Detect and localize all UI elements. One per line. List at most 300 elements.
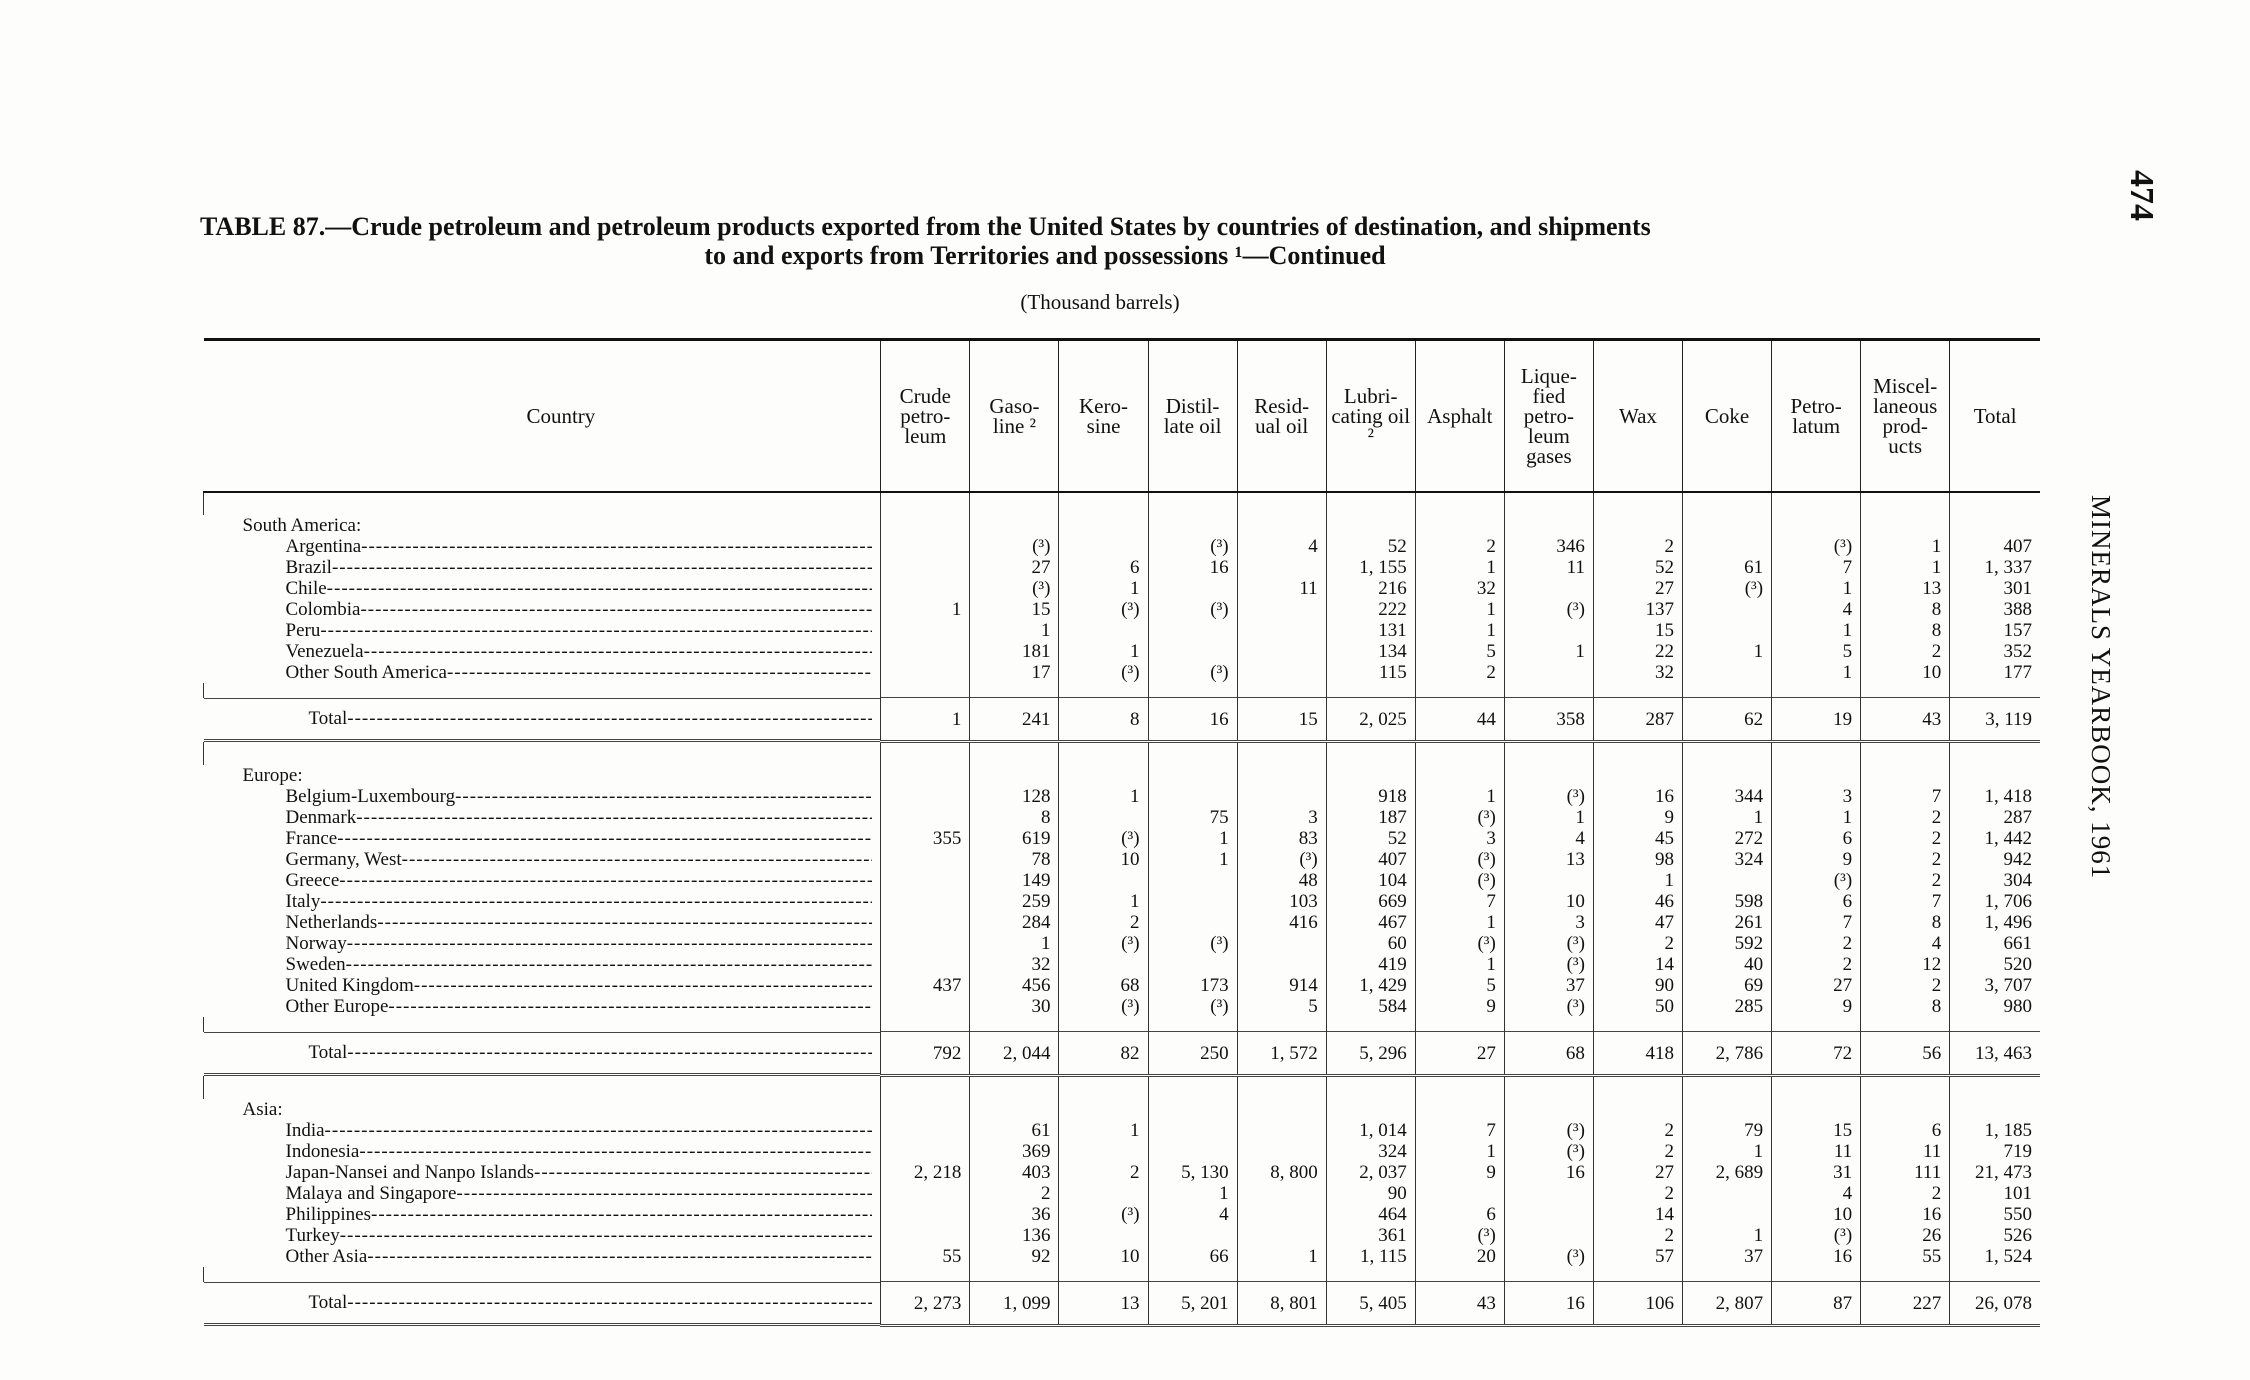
value-cell: 8 bbox=[1861, 912, 1950, 933]
total-value-cell: 250 bbox=[1148, 1032, 1237, 1076]
value-cell: 598 bbox=[1683, 891, 1772, 912]
value-cell: 46 bbox=[1593, 891, 1682, 912]
value-cell bbox=[881, 1225, 970, 1246]
value-cell: 3, 707 bbox=[1950, 975, 2040, 996]
country-label bbox=[204, 1246, 881, 1267]
value-cell: 1, 496 bbox=[1950, 912, 2040, 933]
value-cell: 6 bbox=[1861, 1120, 1950, 1141]
spacer-cell bbox=[1861, 1017, 1950, 1032]
value-cell bbox=[1148, 1120, 1237, 1141]
value-cell: 8 bbox=[1861, 620, 1950, 641]
value-cell: 8 bbox=[970, 807, 1059, 828]
value-cell: 1 bbox=[1504, 807, 1593, 828]
value-cell: 3 bbox=[1415, 828, 1504, 849]
country-label bbox=[204, 599, 881, 620]
spacer-cell bbox=[1237, 683, 1326, 698]
spacer-cell bbox=[1237, 492, 1326, 515]
value-cell bbox=[1504, 620, 1593, 641]
value-cell bbox=[1148, 1225, 1237, 1246]
value-cell: 1 bbox=[970, 933, 1059, 954]
spacer-cell bbox=[1148, 492, 1237, 515]
country-name: India bbox=[285, 1120, 325, 1141]
table-row bbox=[204, 1204, 2041, 1225]
value-cell: (³) bbox=[1504, 1120, 1593, 1141]
value-cell: (³) bbox=[1504, 1141, 1593, 1162]
value-cell: 1, 014 bbox=[1326, 1120, 1415, 1141]
exports-table bbox=[203, 338, 2040, 1327]
table-row bbox=[204, 786, 2041, 807]
empty-cell bbox=[1148, 765, 1237, 786]
value-cell: 8 bbox=[1861, 996, 1950, 1017]
spacer-cell bbox=[1237, 1017, 1326, 1032]
value-cell: 6 bbox=[1059, 557, 1148, 578]
column-header: Asphalt bbox=[1415, 340, 1504, 493]
value-cell: 1 bbox=[1683, 1225, 1772, 1246]
value-cell: 9 bbox=[1593, 807, 1682, 828]
spacer-cell bbox=[1683, 1017, 1772, 1032]
country-name: Indonesia bbox=[285, 1141, 360, 1162]
spacer-cell bbox=[970, 1076, 1059, 1100]
table-row bbox=[204, 954, 2041, 975]
value-cell: (³) bbox=[1772, 870, 1861, 891]
country-label bbox=[204, 933, 881, 954]
total-value-cell: 418 bbox=[1593, 1032, 1682, 1076]
value-cell bbox=[881, 933, 970, 954]
value-cell: 10 bbox=[1059, 849, 1148, 870]
total-value-cell: 43 bbox=[1415, 1282, 1504, 1326]
value-cell: 2 bbox=[1593, 1141, 1682, 1162]
value-cell: 1 bbox=[1059, 641, 1148, 662]
value-cell bbox=[881, 557, 970, 578]
value-cell: 1, 418 bbox=[1950, 786, 2040, 807]
value-cell: 15 bbox=[1772, 1120, 1861, 1141]
total-value-cell: 1, 099 bbox=[970, 1282, 1059, 1326]
country-name: Other South America bbox=[285, 662, 447, 683]
spacer-cell bbox=[1593, 683, 1682, 698]
value-cell: 407 bbox=[1950, 536, 2040, 557]
value-cell bbox=[1148, 954, 1237, 975]
table-row bbox=[204, 996, 2041, 1017]
value-cell: 187 bbox=[1326, 807, 1415, 828]
value-cell bbox=[1148, 870, 1237, 891]
leader-dots bbox=[402, 849, 873, 870]
empty-cell bbox=[1148, 515, 1237, 536]
value-cell: 52 bbox=[1593, 557, 1682, 578]
value-cell: 520 bbox=[1950, 954, 2040, 975]
value-cell bbox=[1148, 1141, 1237, 1162]
value-cell: 1, 115 bbox=[1326, 1246, 1415, 1267]
spacer-cell bbox=[1772, 1017, 1861, 1032]
value-cell bbox=[1237, 641, 1326, 662]
value-cell bbox=[1059, 1225, 1148, 1246]
value-cell: 7 bbox=[1772, 912, 1861, 933]
value-cell: 128 bbox=[970, 786, 1059, 807]
value-cell: 7 bbox=[1415, 1120, 1504, 1141]
empty-cell bbox=[881, 1099, 970, 1120]
total-value-cell: 44 bbox=[1415, 698, 1504, 742]
total-value-cell: 68 bbox=[1504, 1032, 1593, 1076]
country-name: Brazil bbox=[285, 557, 332, 578]
value-cell: 456 bbox=[970, 975, 1059, 996]
value-cell: (³) bbox=[1148, 996, 1237, 1017]
leader-dots bbox=[364, 641, 873, 662]
spacer-cell bbox=[1059, 1267, 1148, 1282]
value-cell bbox=[881, 870, 970, 891]
value-cell: 8, 800 bbox=[1237, 1162, 1326, 1183]
leader-dots bbox=[356, 807, 872, 828]
value-cell: 90 bbox=[1593, 975, 1682, 996]
empty-cell bbox=[1415, 1099, 1504, 1120]
value-cell: 15 bbox=[1593, 620, 1682, 641]
value-cell: 27 bbox=[1772, 975, 1861, 996]
value-cell: 111 bbox=[1861, 1162, 1950, 1183]
value-cell: 467 bbox=[1326, 912, 1415, 933]
value-cell: (³) bbox=[1148, 662, 1237, 683]
value-cell: 61 bbox=[970, 1120, 1059, 1141]
value-cell: 36 bbox=[970, 1204, 1059, 1225]
spacer-cell bbox=[1950, 492, 2040, 515]
value-cell: 136 bbox=[970, 1225, 1059, 1246]
value-cell: 272 bbox=[1683, 828, 1772, 849]
country-label bbox=[204, 536, 881, 557]
column-header: Distil- late oil bbox=[1148, 340, 1237, 493]
value-cell: 346 bbox=[1504, 536, 1593, 557]
value-cell: 32 bbox=[1593, 662, 1682, 683]
value-cell bbox=[881, 620, 970, 641]
value-cell: 1, 706 bbox=[1950, 891, 2040, 912]
group-heading: South America: bbox=[242, 515, 362, 536]
value-cell: (³) bbox=[1415, 870, 1504, 891]
value-cell: 14 bbox=[1593, 1204, 1682, 1225]
value-cell: (³) bbox=[1059, 996, 1148, 1017]
value-cell: 942 bbox=[1950, 849, 2040, 870]
value-cell bbox=[1504, 1183, 1593, 1204]
leader-dots bbox=[377, 912, 872, 933]
leader-dots bbox=[455, 786, 872, 807]
country-name: Turkey bbox=[285, 1225, 340, 1246]
country-label bbox=[204, 975, 881, 996]
total-value-cell: 792 bbox=[881, 1032, 970, 1076]
country-label bbox=[204, 578, 881, 599]
country-label bbox=[204, 1162, 881, 1183]
leader-dots bbox=[359, 1141, 872, 1162]
value-cell: 1 bbox=[1059, 891, 1148, 912]
table-row bbox=[204, 912, 2041, 933]
value-cell bbox=[1237, 599, 1326, 620]
empty-cell bbox=[1415, 515, 1504, 536]
value-cell: 369 bbox=[970, 1141, 1059, 1162]
country-name: Colombia bbox=[285, 599, 361, 620]
value-cell: 2 bbox=[1861, 1183, 1950, 1204]
leader-dots bbox=[347, 1042, 872, 1063]
spacer-cell bbox=[1415, 742, 1504, 766]
value-cell: 5 bbox=[1772, 641, 1861, 662]
value-cell: 1, 429 bbox=[1326, 975, 1415, 996]
value-cell: 3 bbox=[1237, 807, 1326, 828]
total-label bbox=[204, 1032, 881, 1076]
value-cell: 1, 442 bbox=[1950, 828, 2040, 849]
value-cell bbox=[1059, 870, 1148, 891]
empty-cell bbox=[1059, 765, 1148, 786]
value-cell: 388 bbox=[1950, 599, 2040, 620]
leader-dots bbox=[367, 1246, 872, 1267]
value-cell: 52 bbox=[1326, 536, 1415, 557]
country-name: Other Europe bbox=[285, 996, 389, 1017]
spacer-cell bbox=[1861, 1076, 1950, 1100]
value-cell bbox=[1504, 1204, 1593, 1225]
spacer-cell bbox=[1415, 1267, 1504, 1282]
leader-dots bbox=[337, 828, 872, 849]
value-cell: 3 bbox=[1504, 912, 1593, 933]
value-cell: 2 bbox=[1593, 1225, 1682, 1246]
value-cell: 11 bbox=[1237, 578, 1326, 599]
value-cell: 37 bbox=[1504, 975, 1593, 996]
table-body bbox=[204, 492, 2041, 1326]
value-cell: (³) bbox=[1504, 599, 1593, 620]
leader-dots bbox=[347, 708, 872, 729]
column-header: Lubri- cating oil ² bbox=[1326, 340, 1415, 493]
country-name: Peru bbox=[285, 620, 321, 641]
spacer-cell bbox=[1950, 683, 2040, 698]
value-cell: 918 bbox=[1326, 786, 1415, 807]
value-cell: 104 bbox=[1326, 870, 1415, 891]
value-cell: 2 bbox=[1861, 807, 1950, 828]
value-cell: 2 bbox=[970, 1183, 1059, 1204]
empty-cell bbox=[881, 765, 970, 786]
spacer-cell bbox=[204, 1267, 881, 1282]
value-cell bbox=[1237, 662, 1326, 683]
empty-cell bbox=[1059, 1099, 1148, 1120]
column-header: Wax bbox=[1593, 340, 1682, 493]
value-cell: (³) bbox=[1772, 536, 1861, 557]
country-label bbox=[204, 891, 881, 912]
empty-cell bbox=[1772, 515, 1861, 536]
spacer-cell bbox=[1415, 683, 1504, 698]
total-row bbox=[204, 1282, 2041, 1326]
total-value-cell: 2, 273 bbox=[881, 1282, 970, 1326]
group-heading: Asia: bbox=[242, 1099, 283, 1120]
value-cell: 2 bbox=[1593, 933, 1682, 954]
country-name: Greece bbox=[285, 870, 340, 891]
spacer-cell bbox=[1772, 1076, 1861, 1100]
value-cell: 32 bbox=[1415, 578, 1504, 599]
empty-cell bbox=[1504, 1099, 1593, 1120]
country-label bbox=[204, 1120, 881, 1141]
value-cell: 416 bbox=[1237, 912, 1326, 933]
value-cell: 11 bbox=[1772, 1141, 1861, 1162]
leader-dots bbox=[320, 620, 872, 641]
group-heading-row bbox=[204, 765, 2041, 786]
value-cell: 7 bbox=[1415, 891, 1504, 912]
value-cell: 8 bbox=[1861, 599, 1950, 620]
value-cell bbox=[1148, 912, 1237, 933]
table-row bbox=[204, 933, 2041, 954]
value-cell: 68 bbox=[1059, 975, 1148, 996]
spacer-cell bbox=[1148, 683, 1237, 698]
value-cell: 37 bbox=[1683, 1246, 1772, 1267]
value-cell: 4 bbox=[1237, 536, 1326, 557]
value-cell bbox=[881, 912, 970, 933]
leader-dots bbox=[456, 1183, 872, 1204]
value-cell: 1 bbox=[1059, 578, 1148, 599]
empty-cell bbox=[1237, 1099, 1326, 1120]
empty-cell bbox=[1326, 765, 1415, 786]
value-cell: 9 bbox=[1772, 849, 1861, 870]
value-cell: 661 bbox=[1950, 933, 2040, 954]
country-label bbox=[204, 662, 881, 683]
country-name: Sweden bbox=[285, 954, 346, 975]
value-cell: 1 bbox=[1148, 849, 1237, 870]
value-cell bbox=[1504, 662, 1593, 683]
table-row bbox=[204, 662, 2041, 683]
column-header-country: Country bbox=[204, 340, 881, 493]
value-cell: 2, 689 bbox=[1683, 1162, 1772, 1183]
value-cell: 16 bbox=[1504, 1162, 1593, 1183]
value-cell bbox=[1237, 1204, 1326, 1225]
value-cell: 149 bbox=[970, 870, 1059, 891]
column-header: Resid- ual oil bbox=[1237, 340, 1326, 493]
total-value-cell: 43 bbox=[1861, 698, 1950, 742]
value-cell: (³) bbox=[1504, 786, 1593, 807]
value-cell: 1 bbox=[1772, 578, 1861, 599]
spacer-cell bbox=[1148, 742, 1237, 766]
total-row bbox=[204, 698, 2041, 742]
country-label bbox=[204, 849, 881, 870]
table-row bbox=[204, 1141, 2041, 1162]
value-cell: 12 bbox=[1861, 954, 1950, 975]
value-cell: 47 bbox=[1593, 912, 1682, 933]
leader-dots bbox=[347, 933, 873, 954]
value-cell: 1 bbox=[1861, 536, 1950, 557]
value-cell bbox=[881, 1141, 970, 1162]
total-value-cell: 106 bbox=[1593, 1282, 1682, 1326]
spacer-row bbox=[204, 1076, 2041, 1100]
value-cell: 324 bbox=[1683, 849, 1772, 870]
column-header: Petro- latum bbox=[1772, 340, 1861, 493]
spacer-cell bbox=[1237, 742, 1326, 766]
value-cell: 10 bbox=[1772, 1204, 1861, 1225]
value-cell: 1 bbox=[1593, 870, 1682, 891]
spacer-cell bbox=[1504, 742, 1593, 766]
table-title-line-2: to and exports from Territories and possessions ¹—Continued bbox=[704, 241, 1386, 270]
value-cell: 437 bbox=[881, 975, 970, 996]
value-cell: 1, 185 bbox=[1950, 1120, 2040, 1141]
value-cell: 980 bbox=[1950, 996, 2040, 1017]
value-cell: (³) bbox=[1504, 1246, 1593, 1267]
empty-cell bbox=[1148, 1099, 1237, 1120]
empty-cell bbox=[881, 515, 970, 536]
total-value-cell: 3, 119 bbox=[1950, 698, 2040, 742]
spacer-cell bbox=[1326, 742, 1415, 766]
group-heading-row bbox=[204, 1099, 2041, 1120]
value-cell: 1 bbox=[1415, 954, 1504, 975]
value-cell: 4 bbox=[1148, 1204, 1237, 1225]
value-cell: (³) bbox=[1415, 1225, 1504, 1246]
value-cell: 61 bbox=[1683, 557, 1772, 578]
table-row bbox=[204, 1225, 2041, 1246]
value-cell: 17 bbox=[970, 662, 1059, 683]
value-cell: 173 bbox=[1148, 975, 1237, 996]
country-label bbox=[204, 641, 881, 662]
value-cell: 2 bbox=[1861, 849, 1950, 870]
spacer-cell bbox=[1326, 1267, 1415, 1282]
value-cell: 101 bbox=[1950, 1183, 2040, 1204]
total-text: Total bbox=[308, 1042, 348, 1063]
group-heading: Europe: bbox=[242, 765, 303, 786]
value-cell: 45 bbox=[1593, 828, 1682, 849]
empty-cell bbox=[1415, 765, 1504, 786]
leader-dots bbox=[534, 1162, 872, 1183]
total-label bbox=[204, 1282, 881, 1326]
country-label bbox=[204, 620, 881, 641]
country-label bbox=[204, 1204, 881, 1225]
empty-cell bbox=[1950, 515, 2040, 536]
country-label bbox=[204, 870, 881, 891]
total-value-cell: 13, 463 bbox=[1950, 1032, 2040, 1076]
spacer-cell bbox=[1148, 1017, 1237, 1032]
value-cell bbox=[1237, 620, 1326, 641]
total-value-cell: 87 bbox=[1772, 1282, 1861, 1326]
running-head: MINERALS YEARBOOK, 1961 bbox=[2086, 495, 2116, 880]
spacer-cell bbox=[1861, 683, 1950, 698]
column-header: Gaso- line ² bbox=[970, 340, 1059, 493]
value-cell: (³) bbox=[1504, 933, 1593, 954]
spacer-cell bbox=[881, 1017, 970, 1032]
value-cell: 83 bbox=[1237, 828, 1326, 849]
table-row bbox=[204, 828, 2041, 849]
spacer-cell bbox=[1415, 1017, 1504, 1032]
country-name: Other Asia bbox=[285, 1246, 368, 1267]
total-value-cell: 5, 405 bbox=[1326, 1282, 1415, 1326]
total-text: Total bbox=[308, 708, 348, 729]
value-cell bbox=[1059, 1141, 1148, 1162]
total-value-cell: 1 bbox=[881, 698, 970, 742]
leader-dots bbox=[339, 870, 872, 891]
spacer-cell bbox=[1950, 1017, 2040, 1032]
value-cell bbox=[881, 662, 970, 683]
spacer-cell bbox=[1683, 492, 1772, 515]
value-cell: 7 bbox=[1861, 786, 1950, 807]
country-label bbox=[204, 954, 881, 975]
total-value-cell: 72 bbox=[1772, 1032, 1861, 1076]
value-cell: 619 bbox=[970, 828, 1059, 849]
value-cell bbox=[1683, 599, 1772, 620]
empty-cell bbox=[970, 515, 1059, 536]
empty-cell bbox=[1950, 1099, 2040, 1120]
spacer-cell bbox=[1415, 492, 1504, 515]
value-cell: 1 bbox=[1861, 557, 1950, 578]
value-cell: 1 bbox=[1237, 1246, 1326, 1267]
value-cell: 5 bbox=[1415, 975, 1504, 996]
value-cell: 40 bbox=[1683, 954, 1772, 975]
country-name: Italy bbox=[285, 891, 321, 912]
table-row bbox=[204, 620, 2041, 641]
value-cell: 30 bbox=[970, 996, 1059, 1017]
value-cell: 1 bbox=[1059, 786, 1148, 807]
spacer-cell bbox=[881, 492, 970, 515]
value-cell: 1 bbox=[1415, 599, 1504, 620]
value-cell: (³) bbox=[1059, 933, 1148, 954]
total-value-cell: 5, 201 bbox=[1148, 1282, 1237, 1326]
value-cell: 1 bbox=[1415, 912, 1504, 933]
value-cell: 1 bbox=[1148, 828, 1237, 849]
value-cell: 6 bbox=[1415, 1204, 1504, 1225]
column-header: Coke bbox=[1683, 340, 1772, 493]
value-cell: 1, 524 bbox=[1950, 1246, 2040, 1267]
value-cell: 131 bbox=[1326, 620, 1415, 641]
value-cell: 285 bbox=[1683, 996, 1772, 1017]
total-value-cell: 56 bbox=[1861, 1032, 1950, 1076]
